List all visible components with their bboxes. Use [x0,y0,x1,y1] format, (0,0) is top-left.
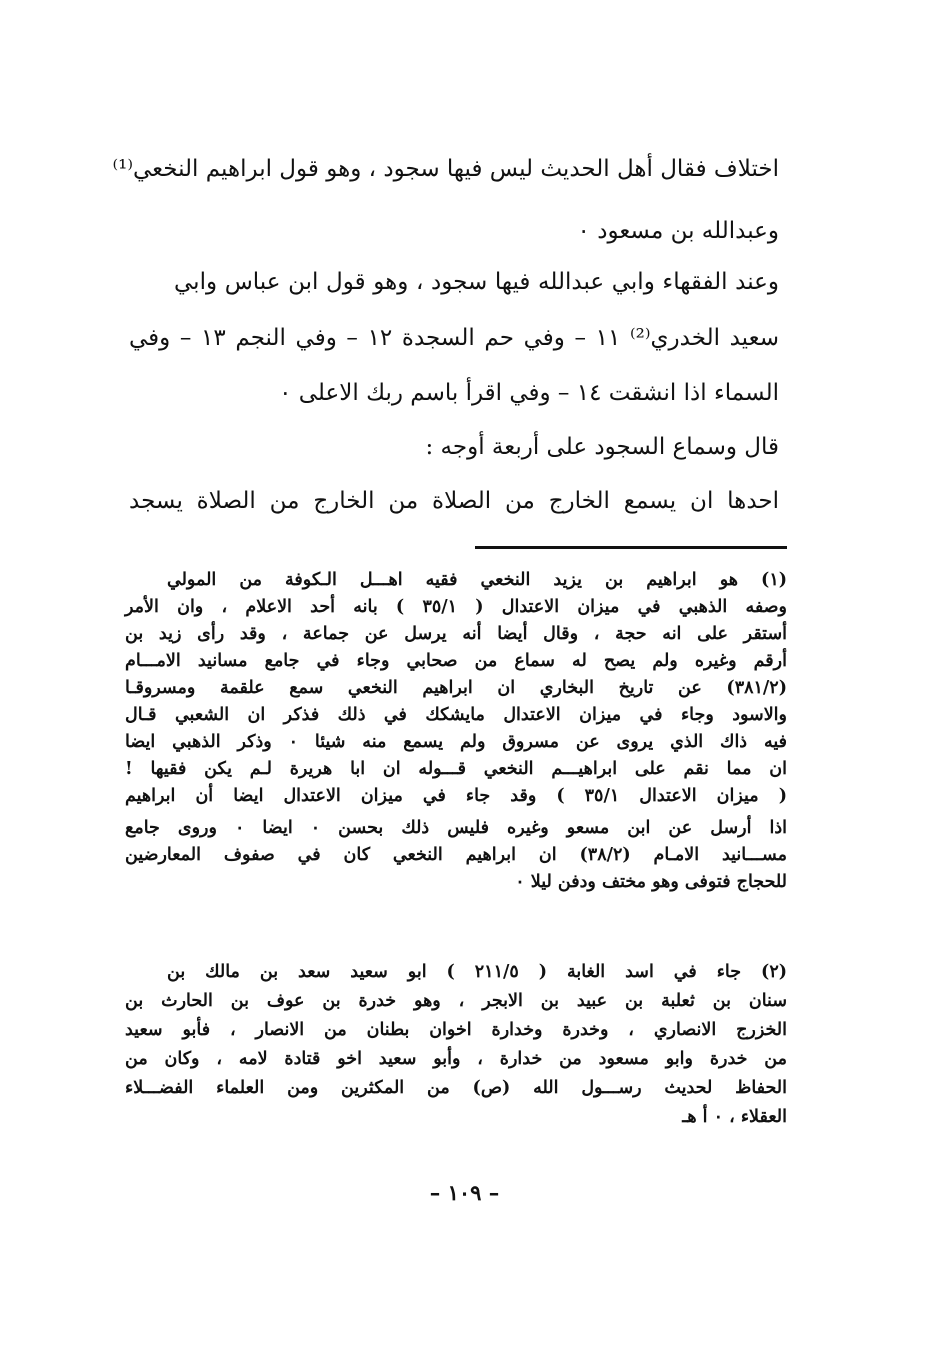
page-number: – ١٠٩ – [429,1180,500,1205]
main-text-line-6: قال وسماع السجود على أربعة أوجه : [425,434,779,460]
main-text-line-3: وعند الفقهاء وابي عبدالله فيها سجود ، وهو قول ابن عباس وابي [174,269,779,295]
footnote-1-line-1: (١) هو ابراهيم بن يزيد النخعي فقيه اهـــل الـكوفة من المولي [167,570,787,590]
footnote-1-line-7: فيه ذاك الذي يروى عن مسروق ولم يسمع منه شيئا ٠ وذكر الذهبي ايضا [125,732,788,752]
main-text-line-5: السماء اذا انشقت ١٤ – وفي اقرأ باسم ربك الاعلى ٠ [279,380,779,406]
footnote-1-line-8: ان مما نقم على ابراهيـــم النخعي قـــوله ان ابا هريرة لـم يكن فقيها ! [125,759,787,779]
footnote-1-line-5: (٣٨١/٢) عن تاريخ البخاري ان ابراهيم النخعي سمع علقمة ومسروقـا [125,678,787,698]
footnote-1-line-12: للحجاج فتوفى وهو مختف ودفن ليلا ٠ [515,872,787,892]
footnote-1-line-9: ( ميزان الاعتدال ٣٥/١ ) وقد جاء في ميزان الاعتدال ايضا أن ابراهيم [125,786,787,806]
footnote-2-line-3: الخزرج الانصاري ، وخدرة وخدارة اخوان بطنان من الانصار ، فأبو سعيد [125,1020,787,1040]
main-text-line-4: سعيد الخدري⁽²⁾ ١١ – وفي حم السجدة ١٢ – وفي النجم ١٣ – وفي [129,325,779,351]
main-text-line-7: احدها ان يسمع الخارج من الصلاة من الخارج من الصلاة يسجد [129,488,779,514]
footnote-separator [475,546,787,549]
footnote-2-line-2: سنان بن ثعلبة بن عبيد بن الابجر ، وهو خدرة بن عوف بن الحارث بن [125,991,787,1011]
footnote-2-line-1: (٢) جاء في اسد الغابة ( ٢١١/٥ ) ابو سعيد سعد بن مالك بن [167,962,787,982]
footnote-1-line-2: وصفه الذهبي في ميزان الاعتدال ( ٣٥/١ ) بانه أحد الاعلام ، وان الأمر [125,597,787,617]
footnote-1-line-11: مســـانيد الامـام (٣٨/٢) ان ابراهيم النخعي كان في صفوف المعارضين [125,845,787,865]
footnote-1-line-6: والاسود وجاء في ميزان الاعتدال مايشكك في ذلك فذكر ان الشعبي قـال [125,705,787,725]
main-text-line-1: اختلاف فقال أهل الحديث ليس فيها سجود ، وهو قول ابراهيم النخعي⁽¹⁾ [112,156,779,182]
footnote-2-line-6: العقلاء ، ٠ أ هـ [682,1107,787,1127]
footnote-1-line-10: اذا أرسل عن ابن مسعو وغيره فليس ذلك بحسن ٠ ايضا ٠ وروى جامع [125,818,788,838]
footnote-2-line-5: الحفاظ لحديث رســـول الله (ص) من المكثرين ومن العلماء الفضـــلاء [125,1078,787,1098]
footnote-1-line-3: أستقر على انه حجة ، وقال أيضا أنه يرسل عن جماعة ، وقد رأى زيد بن [125,624,787,644]
main-text-line-2: وعبدالله بن مسعود ٠ [577,218,779,244]
footnote-1-line-4: أرقم وغيره ولم يصح له سماع من صحابي وجاء في جامع مسانيد الامـــام [125,651,787,671]
footnote-2-line-4: من خدرة وابو مسعود من خدارة ، وأبو سعيد اخو قتادة لامه ، وكان من [125,1049,787,1069]
